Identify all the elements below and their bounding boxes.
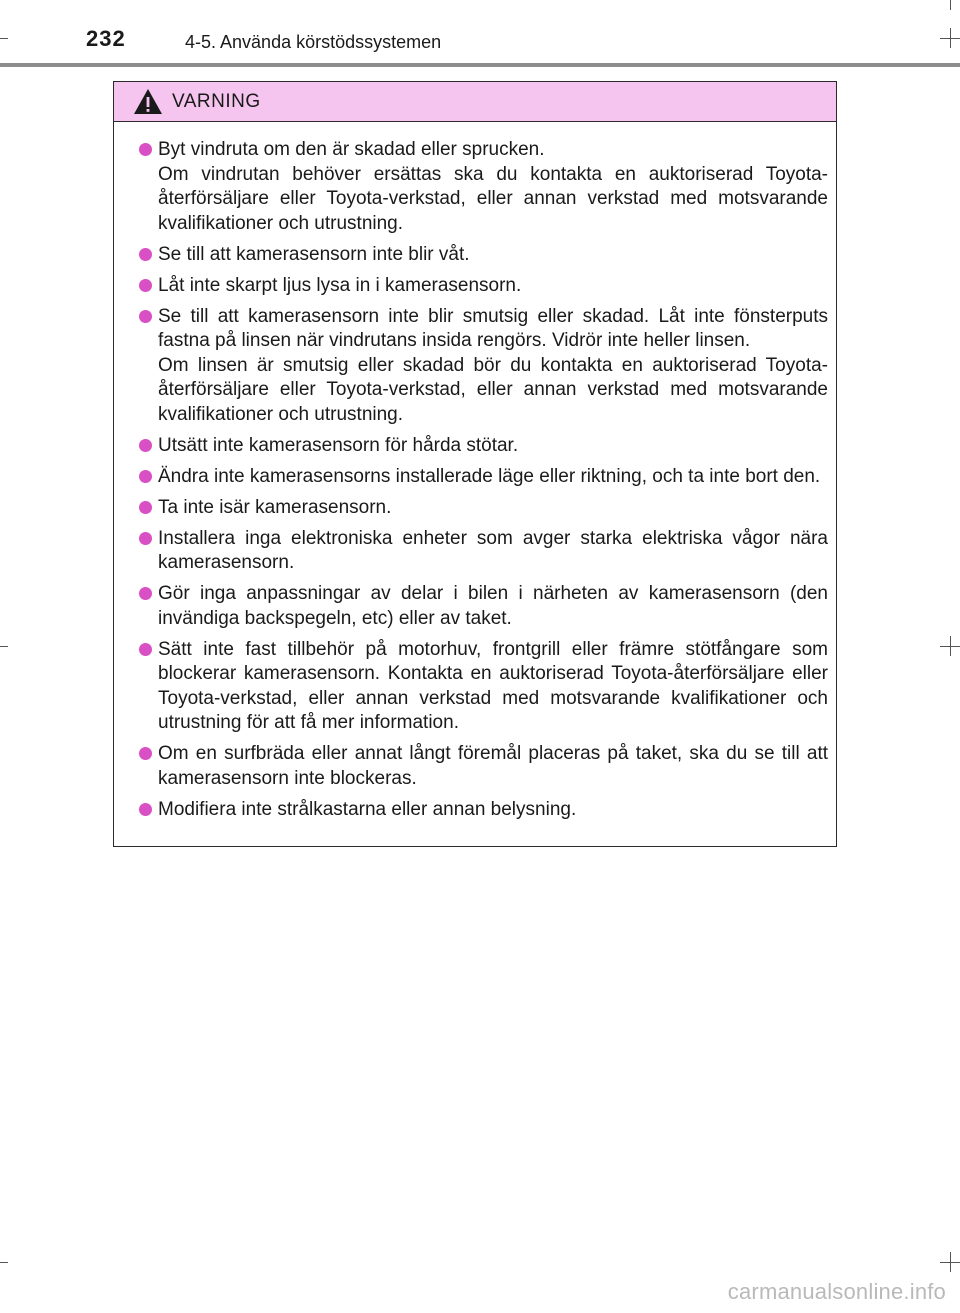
warning-item: [134, 798, 828, 823]
page-number: 232: [86, 26, 126, 51]
warning-item-text: Se till att kamerasensorn inte blir smutsig eller skadad. Låt inte fönsterputs fastna på linsen när vindrutans insida rengörs. Vidrör inte heller linsen.: [158, 305, 828, 351]
bullet-icon: [139, 501, 152, 514]
warning-item: [134, 305, 828, 428]
bullet-icon: [139, 439, 152, 452]
warning-item-text: Ta inte isär kamerasensorn.: [158, 496, 392, 518]
warning-list: [114, 122, 836, 822]
section-title: 4-5. Använda körstödssystemen: [185, 32, 442, 52]
bullet-icon: [139, 310, 152, 323]
warning-item-text: Om vindrutan behöver ersättas ska du kontakta en auktoriserad Toyota-återförsäljare eller Toyota-verkstad, eller annan verkstad med motsvarande kvalifikationer och utrustning.: [158, 163, 828, 234]
warning-item: [134, 465, 828, 490]
warning-box: [113, 81, 837, 847]
watermark: carmanualsonline.info: [727, 1279, 946, 1304]
bullet-icon: [139, 803, 152, 816]
bullet-icon: [139, 470, 152, 483]
warning-item-text: Låt inte skarpt ljus lysa in i kamerasensorn.: [158, 274, 522, 296]
warning-item-text: Utsätt inte kamerasensorn för hårda stötar.: [158, 434, 519, 456]
warning-item-text: Modifiera inte strålkastarna eller annan belysning.: [158, 798, 577, 820]
bullet-icon: [139, 279, 152, 292]
warning-item-text: Om en surfbräda eller annat långt föremål placeras på taket, ska du se till att kamerasensorn inte blockeras.: [158, 743, 828, 789]
warning-item: [134, 496, 828, 521]
warning-item-text: Byt vindruta om den är skadad eller sprucken.: [158, 139, 545, 160]
warning-item: [134, 527, 828, 576]
warning-item-text: Om linsen är smutsig eller skadad bör du kontakta en auktoriserad Toyota-återförsäljare eller Toyota-verkstad, eller annan verkstad med motsvarande kvalifikationer och utrustning.: [158, 354, 828, 425]
warning-item-text: Ändra inte kamerasensorns installerade läge eller riktning, och ta inte bort den.: [158, 465, 821, 487]
warning-item: [134, 138, 828, 236]
warning-item: [134, 434, 828, 459]
bullet-icon: [139, 747, 152, 760]
bullet-icon: [139, 587, 152, 600]
warning-item: [134, 274, 828, 299]
warning-title: VARNING: [172, 91, 261, 112]
bullet-icon: [139, 532, 152, 545]
warning-item-text: Sätt inte fast tillbehör på motorhuv, frontgrill eller främre stötfångare som blockerar kamerasensorn. Kontakta en auktoriserad Toyota-återförsäljare eller Toyota-verkstad, eller annan verkstad med motsvarande kvalifikationer och utrustning för att få mer information.: [158, 638, 828, 733]
warning-item: [134, 638, 828, 736]
header-divider: [0, 63, 960, 67]
warning-item: [134, 582, 828, 631]
warning-item: [134, 243, 828, 268]
warning-header: [114, 82, 836, 122]
warning-item-text: Se till att kamerasensorn inte blir våt.: [158, 243, 470, 265]
bullet-icon: [139, 248, 152, 261]
warning-item-text: Installera inga elektroniska enheter som avger starka elektriska vågor nära kamerasensorn.: [158, 527, 828, 573]
warning-triangle-icon: [133, 88, 163, 115]
warning-item: [134, 742, 828, 791]
warning-item-text: Gör inga anpassningar av delar i bilen i närheten av kamerasensorn (den invändiga backspegeln, etc) eller av taket.: [158, 583, 828, 629]
bullet-icon: [139, 143, 152, 156]
bullet-icon: [139, 643, 152, 656]
page-header: [0, 0, 960, 70]
